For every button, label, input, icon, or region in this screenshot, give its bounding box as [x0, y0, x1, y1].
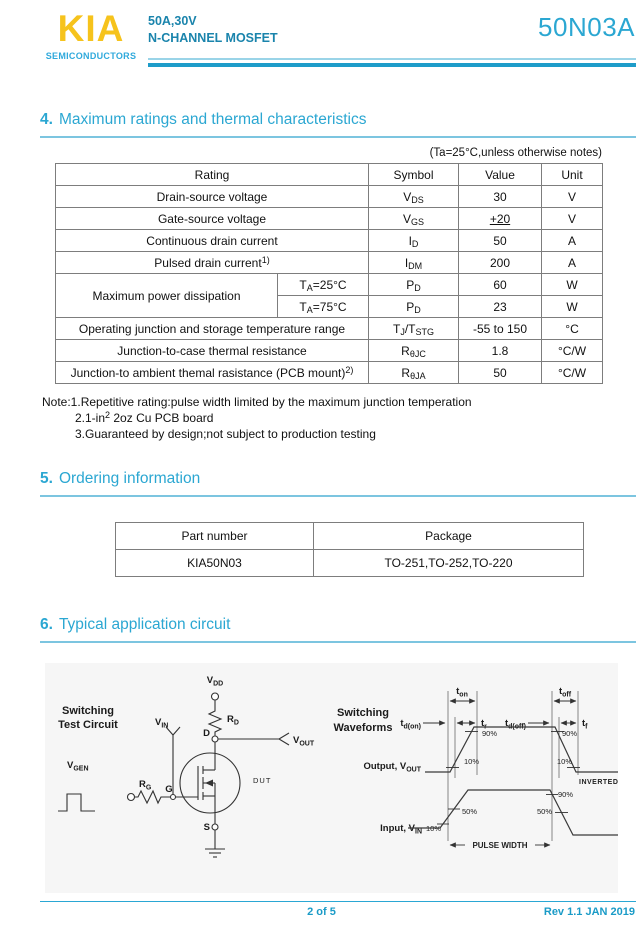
- section-5-title: Ordering information: [58, 470, 201, 487]
- gate-label: G: [165, 784, 173, 795]
- input-waveform: [408, 790, 618, 835]
- percent-label: 10%: [464, 757, 480, 766]
- output-waveform-label: Output, $V_{OUT}$: [363, 761, 421, 774]
- unit-cell: °C/W: [542, 340, 603, 362]
- unit-cell: A: [542, 230, 603, 252]
- vout-label: $V_{OUT}$: [293, 735, 315, 748]
- t-off-label: $t_{off}$: [558, 686, 572, 699]
- inverted-label: INVERTED: [579, 779, 618, 786]
- unit-cell: W: [542, 274, 603, 296]
- section-6-heading: [40, 615, 636, 643]
- symbol-cell: $P_D$: [369, 274, 459, 296]
- unit-cell: V: [542, 208, 603, 230]
- unit-cell: V: [542, 186, 603, 208]
- t-d-on-label: $t_{d(on)}$: [400, 718, 421, 731]
- source-label: S: [203, 822, 210, 833]
- test-condition-note: (Ta=25°C,unless otherwise notes): [429, 147, 602, 159]
- ordering-table: [115, 522, 584, 577]
- percent-label: 50%: [462, 807, 478, 816]
- value-cell: 50: [459, 230, 542, 252]
- unit-cell: A: [542, 252, 603, 274]
- rg-label: $R_G$: [139, 779, 152, 792]
- rating-cell: Junction-to-case thermal resistance: [56, 340, 369, 362]
- symbol-cell: $I_D$: [369, 230, 459, 252]
- condition-cell: $T_A=25^\circ C$: [278, 274, 369, 296]
- gate-node: [171, 795, 176, 800]
- ground-symbol: [205, 849, 225, 857]
- header-rule-thick: [148, 63, 636, 67]
- value-cell: -55 to 150: [459, 318, 542, 340]
- brand-logo: [38, 10, 144, 61]
- test-circuit-title-line2: Test Circuit: [58, 719, 118, 731]
- percent-label: 10%: [556, 757, 572, 766]
- rating-cell: Continuous drain current: [56, 230, 369, 252]
- drain-node: [212, 736, 218, 742]
- brand-name: KIA: [57, 8, 125, 49]
- pulse-source-symbol: [58, 794, 95, 811]
- ratings-row: [56, 362, 603, 384]
- ratings-row: [56, 340, 603, 362]
- mosfet-symbol: [180, 742, 240, 824]
- percent-label: 90%: [558, 790, 574, 799]
- percent-label: 10%: [426, 824, 442, 833]
- section-6-title: Typical application circuit: [58, 616, 231, 633]
- resistor-rd: [209, 708, 221, 736]
- device-description: [148, 13, 278, 47]
- rating-cell: Operating junction and storage temperature range: [56, 318, 369, 340]
- test-circuit-title-line1: Switching: [62, 705, 114, 717]
- package-cell: TO-251,TO-252,TO-220: [314, 550, 584, 577]
- symbol-cell: $I_{DM}$: [369, 252, 459, 274]
- percent-label: 90%: [562, 729, 578, 738]
- symbol-cell: $R_{\theta JC}$: [369, 340, 459, 362]
- dut-label: DUT: [253, 776, 272, 785]
- part-number-cell: KIA50N03: [116, 550, 314, 577]
- vdd-terminal: [212, 693, 219, 700]
- part-number-title: 50N03A: [538, 12, 635, 42]
- brand-tagline: SEMICONDUCTORS: [45, 51, 137, 61]
- rating-cell: Maximum power dissipation: [56, 274, 278, 318]
- section-5-heading: [40, 469, 636, 497]
- symbol-cell: $R_{\theta JA}$: [369, 362, 459, 384]
- percent-label: 90%: [482, 729, 498, 738]
- value-cell: 1.8: [459, 340, 542, 362]
- col-header-part-number: Part number: [116, 523, 314, 550]
- col-header-rating: Rating: [56, 164, 369, 186]
- section-5-number: 5.: [40, 470, 53, 487]
- ratings-row: [56, 186, 603, 208]
- revision-label: Rev 1.1 JAN 2019: [543, 906, 635, 918]
- percent-label: 50%: [536, 807, 552, 816]
- ratings-row: [56, 252, 603, 274]
- section-4-title: Maximum ratings and thermal characteristics: [58, 111, 367, 128]
- symbol-cell: $P_D$: [369, 296, 459, 318]
- section-4-heading: [40, 110, 636, 138]
- value-cell: 200: [459, 252, 542, 274]
- application-circuit-figure: [45, 663, 618, 893]
- page-header: [0, 0, 643, 90]
- device-type-line: N-CHANNEL MOSFET: [148, 31, 278, 45]
- unit-cell: °C/W: [542, 362, 603, 384]
- col-header-value: Value: [459, 164, 542, 186]
- condition-cell: $T_A=75^\circ C$: [278, 296, 369, 318]
- rating-cell: Pulsed drain current$^{1)}$: [56, 252, 369, 274]
- ratings-row: [56, 230, 603, 252]
- ratings-row: [56, 208, 603, 230]
- ratings-header-row: [56, 164, 603, 186]
- drain-label: D: [203, 728, 210, 739]
- value-cell: 30: [459, 186, 542, 208]
- t-f-label: $t_f$: [582, 718, 588, 731]
- t-d-off-label: $t_{d(off)}$: [504, 718, 526, 731]
- ratings-row: [56, 274, 603, 296]
- footnote-line: $2.1-in^2$ 2oz Cu PCB board: [75, 410, 214, 425]
- rating-cell: Junction-to ambient themal rasistance (PCB mount)$^{2)}$: [56, 362, 369, 384]
- rd-label: $R_D$: [227, 714, 239, 727]
- col-header-unit: Unit: [542, 164, 603, 186]
- waveforms-title-line2: Waveforms: [333, 722, 393, 734]
- switching-waveforms-diagram: [334, 686, 618, 850]
- unit-cell: W: [542, 296, 603, 318]
- input-waveform-label: Input, $V_{IN}$: [380, 823, 422, 836]
- waveforms-title-line1: Switching: [337, 707, 389, 719]
- footer-rule: [40, 901, 636, 902]
- footnotes-block: [42, 394, 636, 442]
- symbol-cell: $T_J/T_{STG}$: [369, 318, 459, 340]
- col-header-package: Package: [314, 523, 584, 550]
- symbol-cell: $V_{GS}$: [369, 208, 459, 230]
- gate-input-terminal: [128, 794, 135, 801]
- vout-branch: [279, 733, 289, 745]
- value-cell: 23: [459, 296, 542, 318]
- value-cell: 50: [459, 362, 542, 384]
- header-rule-thin: [148, 58, 636, 60]
- rating-cell: Gate-source voltage: [56, 208, 369, 230]
- value-cell: +20: [459, 208, 542, 230]
- symbol-cell: $V_{DS}$: [369, 186, 459, 208]
- pulse-width-label: PULSE WIDTH: [472, 841, 528, 850]
- output-waveform: [425, 727, 618, 772]
- vin-label: $V_{IN}$: [155, 717, 169, 730]
- max-ratings-table: [55, 163, 603, 384]
- unit-cell: °C: [542, 318, 603, 340]
- source-node: [212, 824, 218, 830]
- t-on-label: $t_{on}$: [456, 686, 468, 699]
- device-rating-line: 50A,30V: [148, 14, 197, 28]
- rating-cell: Drain-source voltage: [56, 186, 369, 208]
- vdd-label: $V_{DD}$: [206, 675, 224, 688]
- ratings-row: [56, 318, 603, 340]
- switching-test-circuit-diagram: [58, 675, 315, 857]
- ordering-header-row: [116, 523, 584, 550]
- value-cell: 60: [459, 274, 542, 296]
- footnote-line: Note:1.Repetitive rating:pulse width limited by the maximum junction temperation: [42, 395, 472, 409]
- section-4-number: 4.: [40, 111, 53, 128]
- vgen-label: $V_{GEN}$: [67, 760, 89, 773]
- page-indicator: 2 of 5: [307, 906, 336, 918]
- section-6-number: 6.: [40, 616, 53, 633]
- t-r-label: $t_r$: [481, 718, 487, 731]
- col-header-symbol: Symbol: [369, 164, 459, 186]
- ordering-data-row: [116, 550, 584, 577]
- footnote-line: 3.Guaranteed by design;not subject to production testing: [75, 427, 376, 441]
